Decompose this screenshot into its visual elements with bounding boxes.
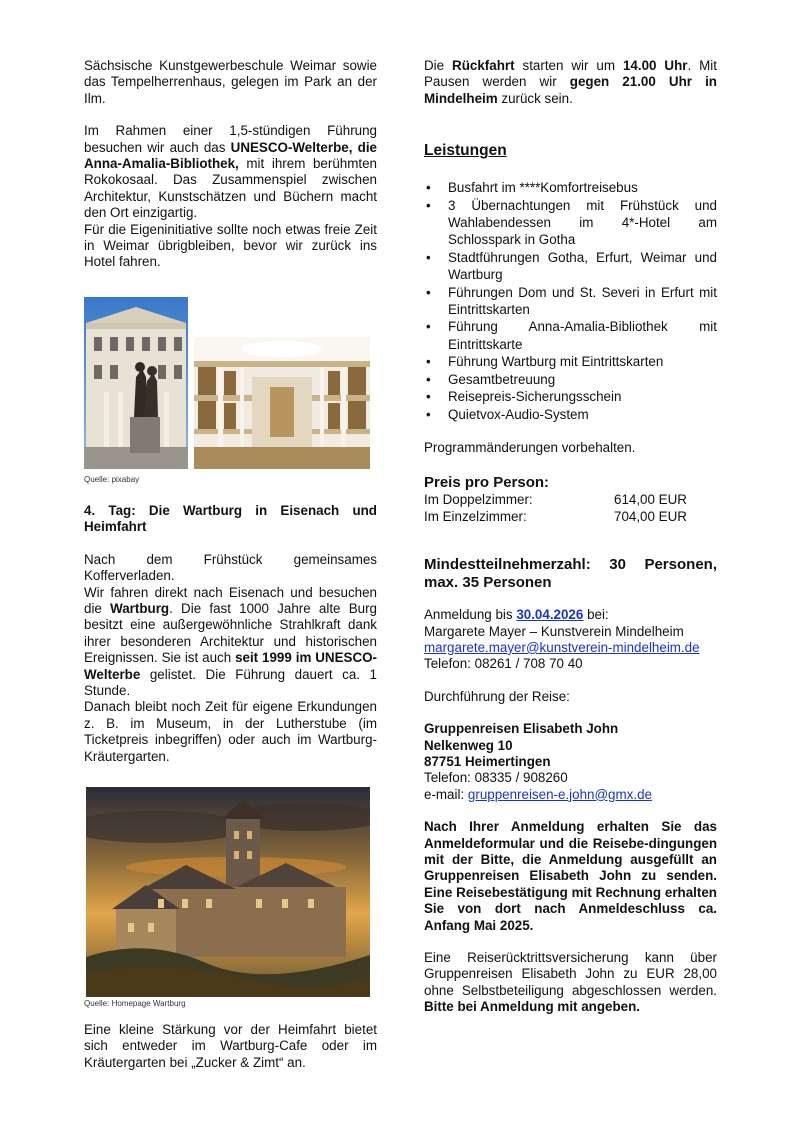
image-caption-wartburg: Quelle: Homepage Wartburg [84, 998, 186, 1008]
organizer-city: 87751 Heimertingen [424, 753, 551, 769]
image-caption-pixabay: Quelle: pixabay [84, 474, 140, 484]
text-segment: Wir fahren direkt nach Eisenach und besuchen die [84, 584, 377, 616]
services-list [424, 179, 717, 423]
organizer-street: Nelkenweg 10 [424, 737, 513, 753]
wartburg-castle-photo [86, 787, 370, 997]
list-item: • Stadtführungen Gotha, Erfurt, Weimar und Wartburg [424, 249, 717, 284]
contact-name: Margarete Mayer – Kunstverein Mindelheim [424, 623, 684, 639]
organizer-name: Gruppenreisen Elisabeth John [424, 721, 619, 737]
contact-email-link[interactable]: margarete.mayer@kunstverein-mindelheim.de [424, 639, 700, 655]
leistungen-heading: Leistungen [424, 142, 507, 160]
text-segment-bold: seit 1999 im UNESCO-Welterbe [84, 650, 377, 682]
registration-deadline [424, 607, 717, 623]
weimar-photos [84, 297, 377, 473]
list-item: • Reisepreis-Sicherungsschein [424, 388, 717, 405]
text-segment: bei: [583, 607, 609, 623]
left-paragraph-anna-amalia [84, 123, 377, 221]
text-segment-bold: Wartburg [110, 600, 170, 616]
left-paragraph-free-time: Für die Eigeninitiative sollte noch etwas freie Zeit in Weimar übrigbleiben, bevor wir zurück ins Hotel fahren. [84, 221, 377, 270]
changes-note: Programmänderungen vorbehalten. [424, 439, 636, 455]
text-segment: . Die fast 1000 Jahre alte Burg besitzt eine außergewöhnliche Strahlkraft dank ihrer besonderen Architektur und historischen Ereignissen. Sie ist auch [84, 600, 377, 666]
price-value: 614,00 EUR [614, 492, 687, 508]
contact-phone: Telefon: 08261 / 708 70 40 [424, 656, 583, 672]
text-segment: zurück sein. [497, 90, 573, 106]
day4-heading: 4. Tag: Die Wartburg in Eisenach und Heimfahrt [84, 502, 377, 535]
deadline-date-link[interactable]: 30.04.2026 [516, 607, 584, 623]
left-column [84, 58, 377, 1071]
min-participants-heading: Mindestteilnehmerzahl: 30 Personen, max. 35 Personen [424, 556, 717, 592]
list-item: • 3 Übernachtungen mit Frühstück und Wahlabendessen im 4*-Hotel am Schlosspark in Gotha [424, 197, 717, 249]
list-item: • Quietvox-Audio-System [424, 406, 717, 423]
text-segment-bold: 14.00 Uhr [622, 58, 688, 73]
durchfuehrung-label: Durchführung der Reise: [424, 688, 570, 704]
right-column [424, 58, 717, 1016]
price-row-single [424, 509, 717, 525]
price-row-double [424, 492, 717, 508]
left-paragraph-explore: Danach bleibt noch Zeit für eigene Erkundungen z. B. im Museum, in der Lutherstube (im Ticketpreis inbegriffen) oder auch im Wartburg-Kräutergarten. [84, 699, 377, 764]
text-segment: Die [424, 58, 453, 73]
after-registration-note: Nach Ihrer Anmeldung erhalten Sie das Anmeldeformular und die Reisebe-dingungen mit der Bitte, die Anmeldung ausgefüllt an Gruppenreisen Elisabeth John zu senden. Eine Reisebestätigung mit Rechnung erhalten Sie von dort nach Anmeldeschluss ca. Anfang Mai 2025. [424, 819, 717, 933]
text-segment: Eine Reiserücktrittsversicherung kann über Gruppenreisen Elisabeth John zu EUR 28,00 ohne Selbstbeteiligung abgeschlossen werden. [424, 950, 717, 998]
right-paragraph-return [424, 58, 717, 107]
contact-email-line [424, 640, 717, 656]
left-paragraph-wartburg [84, 585, 377, 700]
text-segment-bold: UNESCO-Welterbe, die Anna-Amalia-Bibliothek, [84, 139, 377, 172]
text-segment: e-mail: [424, 786, 468, 802]
insurance-note [424, 950, 717, 1016]
text-segment-bold: gegen 21.00 Uhr in Mindelheim [424, 74, 717, 106]
text-segment-bold: Bitte bei Anmeldung mit angeben. [424, 999, 640, 1015]
rococo-hall-photo [194, 337, 370, 469]
price-heading: Preis pro Person: [424, 474, 550, 492]
left-paragraph-weimar-end: Sächsische Kunstgewerbeschule Weimar sowie das Tempelherrenhaus, gelegen im Park an der Ilm. [84, 58, 377, 106]
text-segment: starten wir um [514, 58, 623, 73]
list-item: • Führungen Dom und St. Severi in Erfurt mit Eintrittskarten [424, 284, 717, 319]
list-item: • Gesamtbetreuung [424, 371, 717, 388]
goethe-schiller-monument-photo [84, 297, 188, 469]
price-label: Im Doppelzimmer: [424, 492, 533, 508]
organizer-email-line [424, 787, 717, 803]
text-segment: Im Rahmen einer 1,5-stündigen Führung besuchen wir auch das [84, 123, 377, 155]
left-paragraph-snack: Eine kleine Stärkung vor der Heimfahrt bietet sich entweder im Wartburg-Cafe oder im Kräutergarten bei „Zucker & Zimt“ an. [84, 1021, 377, 1070]
text-segment: Anmeldung bis [424, 607, 517, 623]
organizer-email-link[interactable]: gruppenreisen-e.john@gmx.de [467, 786, 652, 802]
text-segment: gelistet. Die Führung dauert ca. 1 Stunde. [84, 666, 377, 698]
organizer-phone: Telefon: 08335 / 908260 [424, 770, 568, 786]
price-value: 704,00 EUR [614, 508, 687, 524]
price-label: Im Einzelzimmer: [424, 508, 527, 524]
text-segment-bold: Rückfahrt [452, 58, 515, 73]
list-item: • Führung Anna-Amalia-Bibliothek mit Eintrittskarte [424, 318, 717, 353]
list-item: • Busfahrt im ****Komfortreisebus [424, 179, 717, 196]
list-item: • Führung Wartburg mit Eintrittskarten [424, 353, 717, 370]
text-segment: . Mit Pausen werden wir [424, 58, 717, 90]
text-segment: mit ihrem berühmten Rokokosaal. Das Zusammenspiel zwischen Architektur, Kunstschätzen und Büchern macht den Ort einzigartig. [84, 156, 377, 221]
left-paragraph-breakfast: Nach dem Frühstück gemeinsames Kofferverladen. [84, 551, 377, 584]
